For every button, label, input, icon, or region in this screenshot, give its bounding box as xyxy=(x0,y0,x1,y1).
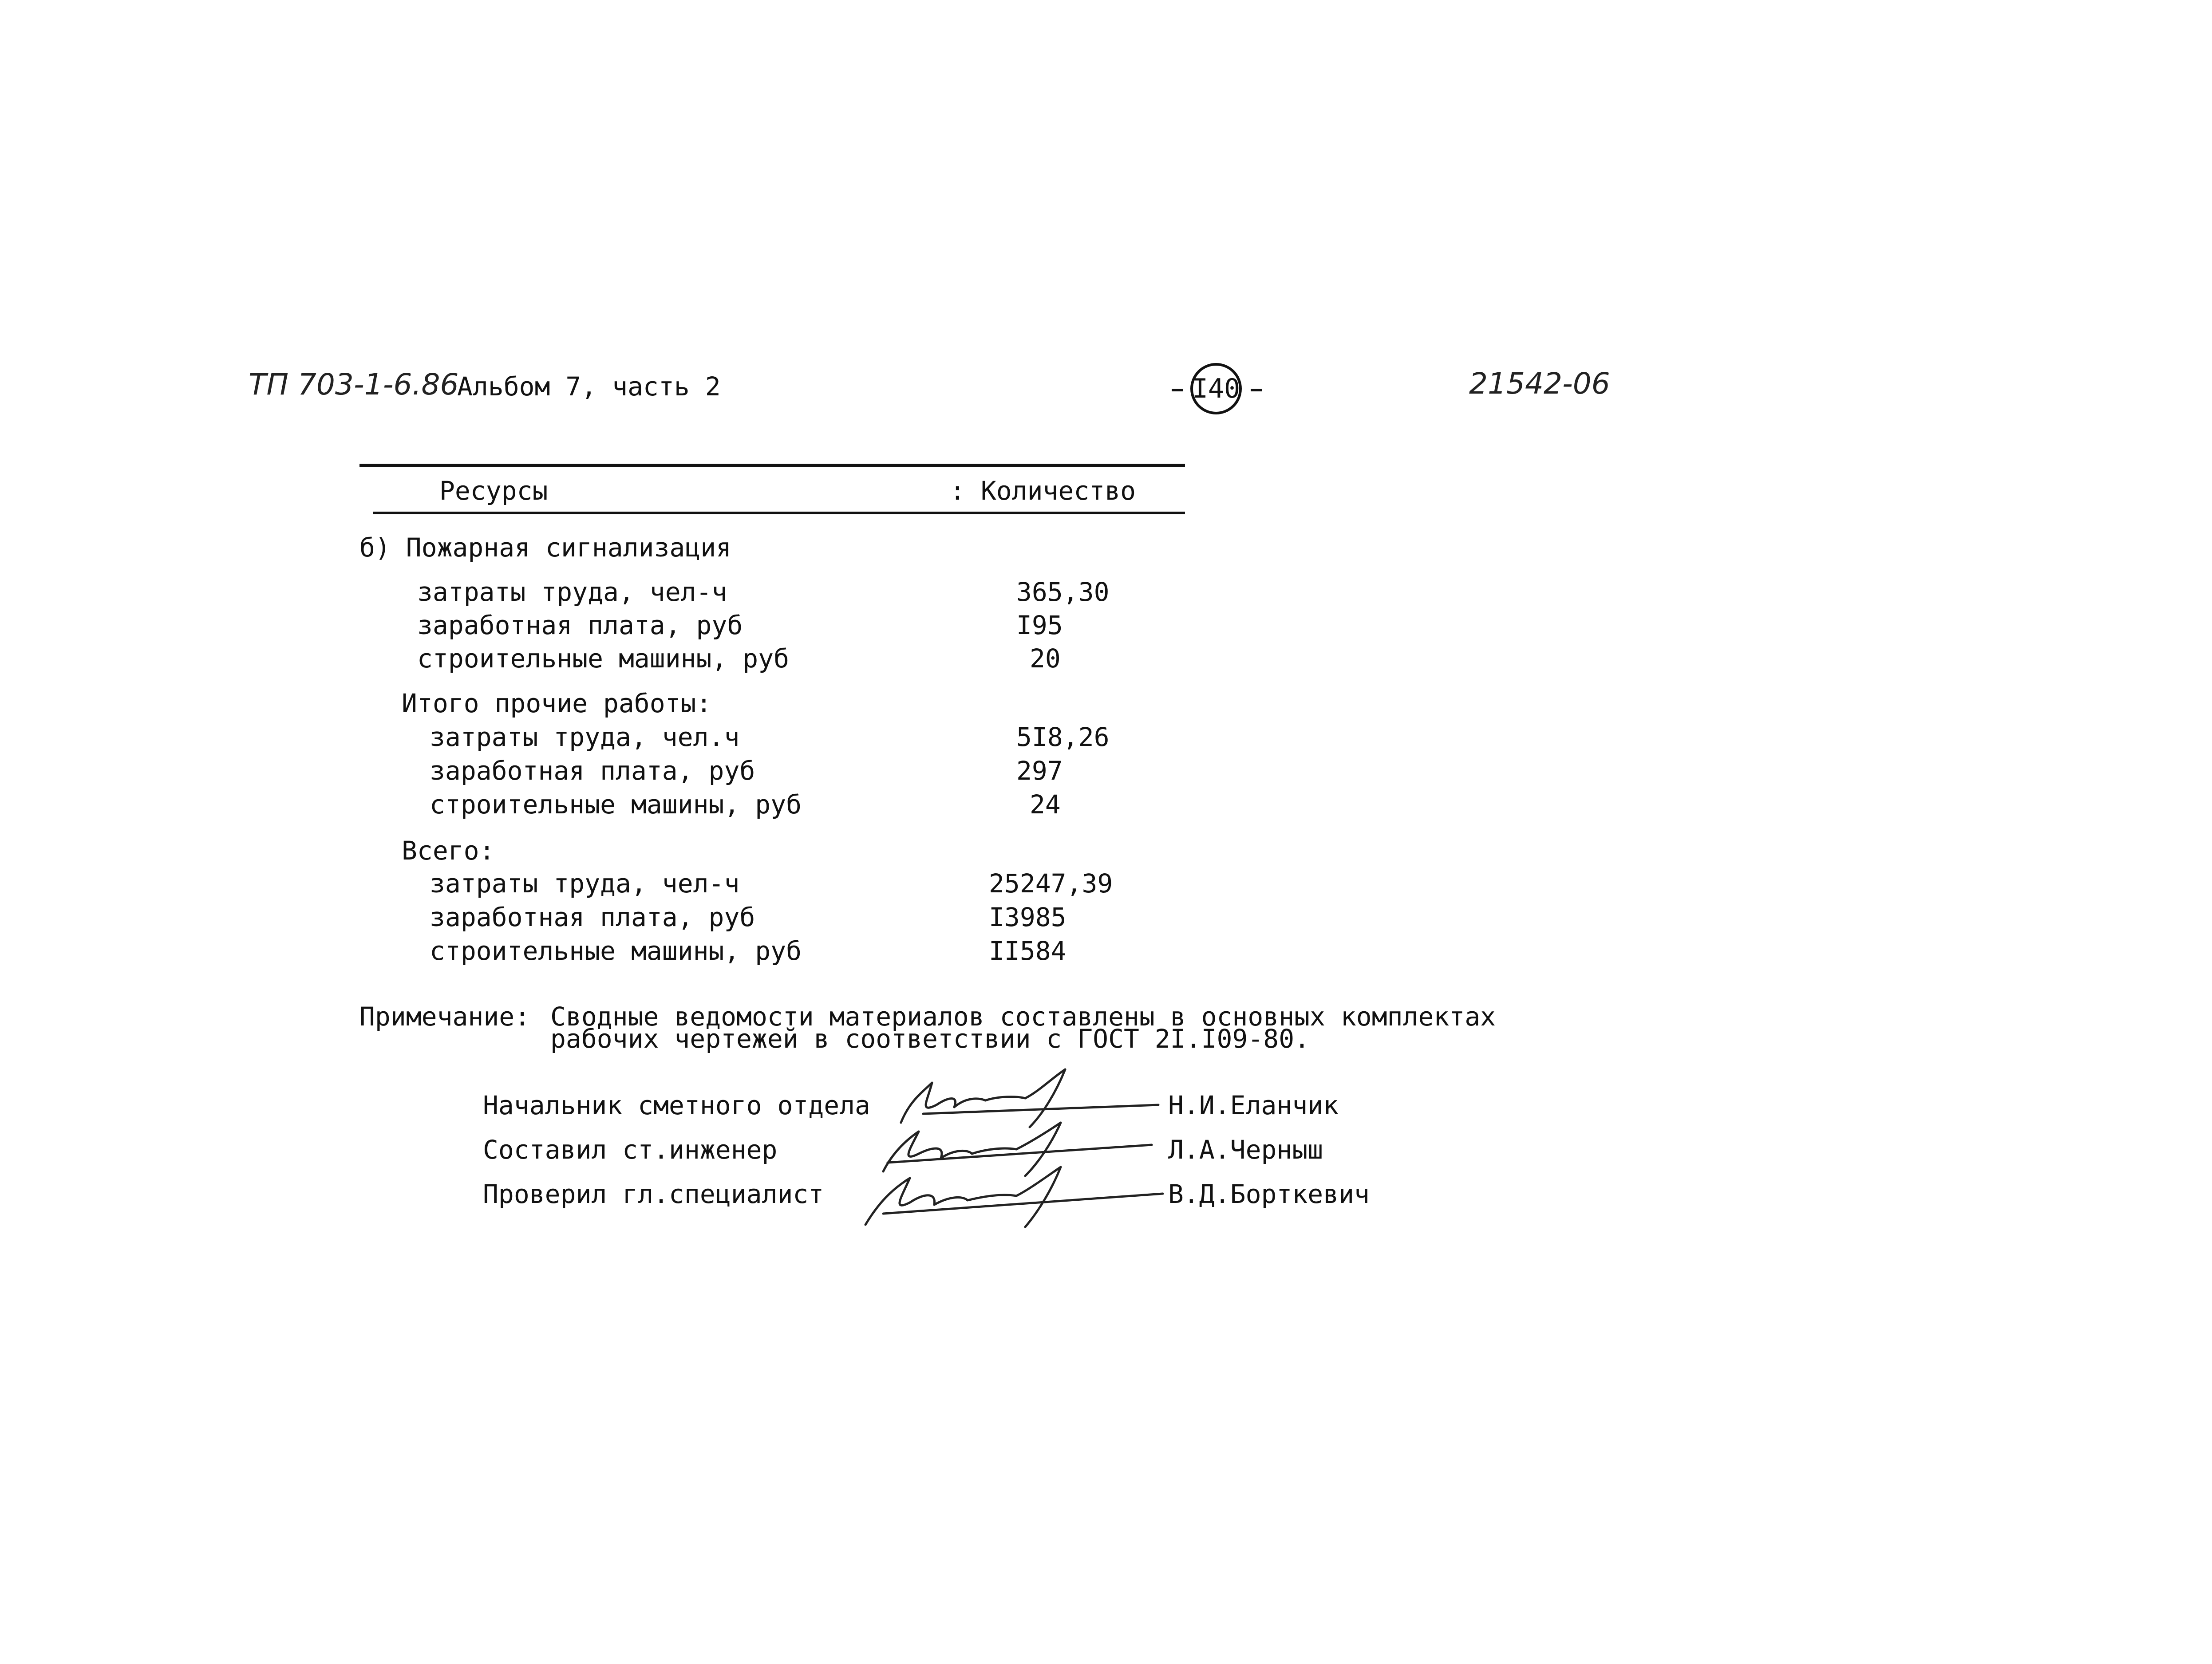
table-row-label: затраты труда, чел.ч xyxy=(430,722,740,752)
signature-role: Начальник сметного отдела xyxy=(483,1090,870,1120)
table-row-value: 5I8,26 xyxy=(1016,722,1110,752)
table-row-value: 297 xyxy=(1016,756,1063,786)
table-row-label: заработная плата, руб xyxy=(430,756,755,786)
handwritten-signature xyxy=(852,1163,1172,1229)
table-row-value: I3985 xyxy=(989,902,1066,932)
inventory-number: 21542-06 xyxy=(1469,367,1610,401)
table-row-label: заработная плата, руб xyxy=(417,610,743,640)
signature-name: В.Д.Борткевич xyxy=(1168,1179,1370,1209)
page-number-circle xyxy=(1190,363,1242,414)
subtotal-title: Итого прочие работы: xyxy=(402,688,712,718)
column-header-quantity: : Количество xyxy=(950,476,1136,506)
column-header-resources: Ресурсы xyxy=(439,476,548,506)
table-row-label: строительные машины, руб xyxy=(430,936,802,966)
page-number-dash-left xyxy=(1172,389,1183,391)
note-line-2: рабочих чертежей в соответствии с ГОСТ 2I.I09-80. xyxy=(550,1024,1310,1054)
table-row-label: заработная плата, руб xyxy=(430,902,755,932)
table-row-label: затраты труда, чел-ч xyxy=(417,577,727,607)
table-row-value: 25247,39 xyxy=(989,868,1113,899)
signature-name: Л.А.Черныш xyxy=(1168,1135,1323,1165)
total-title: Всего: xyxy=(402,836,495,866)
table-top-rule xyxy=(359,464,1185,467)
table-row-label: строительные машины, руб xyxy=(430,789,802,820)
signature-role: Составил ст.инженер xyxy=(483,1135,778,1165)
album-label: Альбом 7, часть 2 xyxy=(457,371,721,402)
note-label: Примечание: xyxy=(359,1002,530,1032)
table-row-value: II584 xyxy=(989,936,1066,966)
note-line-1: Сводные ведомости материалов составлены в основных комплектах xyxy=(550,1002,1496,1032)
document-code: ТП 703-1-6.86 xyxy=(249,367,459,402)
table-header-rule xyxy=(373,512,1185,514)
table-row-label: затраты труда, чел-ч xyxy=(430,868,740,899)
section-title: б) Пожарная сигнализация xyxy=(359,532,732,563)
table-row-value: I95 xyxy=(1016,610,1063,640)
table-row-value: 365,30 xyxy=(1016,577,1110,607)
table-row-value: 24 xyxy=(1030,789,1061,820)
page-number: I40 xyxy=(1192,373,1240,404)
signature-name: Н.И.Еланчик xyxy=(1168,1090,1339,1120)
table-row-label: строительные машины, руб xyxy=(417,643,790,674)
page-number-dash-right xyxy=(1251,389,1262,391)
table-row-value: 20 xyxy=(1030,643,1061,674)
signature-role: Проверил гл.специалист xyxy=(483,1179,824,1209)
